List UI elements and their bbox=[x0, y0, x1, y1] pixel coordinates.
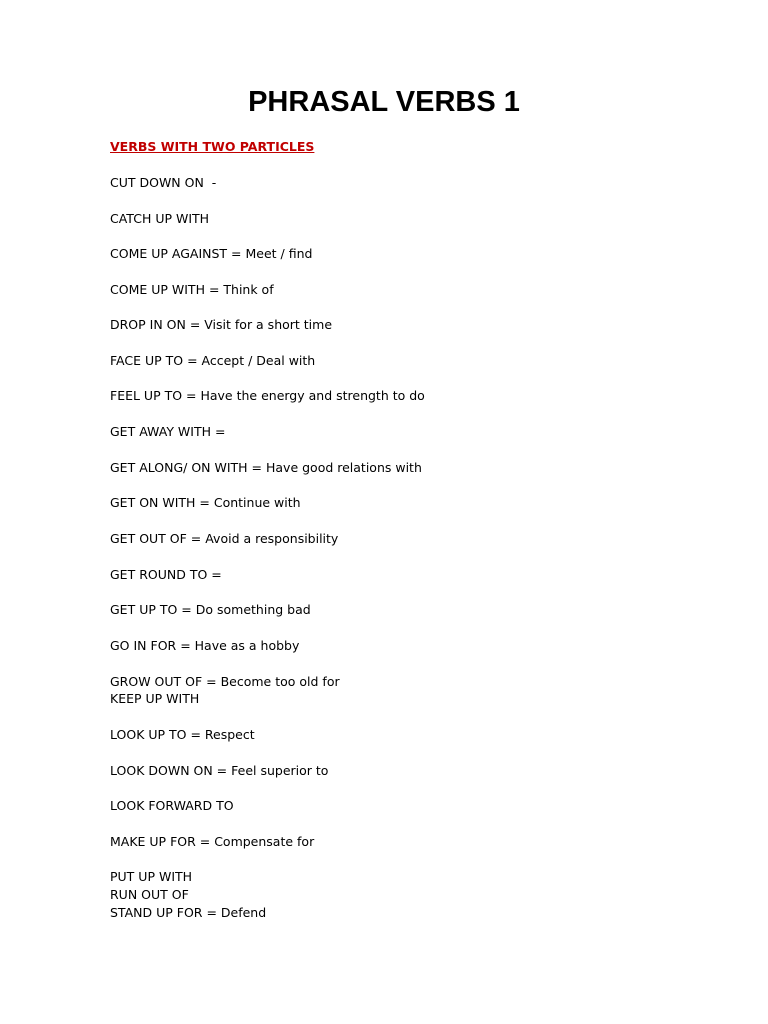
phrasal-verb-entry: CATCH UP WITH bbox=[110, 211, 210, 226]
phrasal-verb-entry: FACE UP TO = Accept / Deal with bbox=[110, 353, 316, 368]
phrasal-verb-entry: COME UP WITH = Think of bbox=[110, 282, 274, 297]
phrasal-verb-entry: CUT DOWN ON - bbox=[110, 175, 217, 190]
phrasal-verb-entry: LOOK FORWARD TO bbox=[110, 798, 234, 813]
phrasal-verb-entry: RUN OUT OF bbox=[110, 887, 189, 902]
phrasal-verb-entry: GROW OUT OF = Become too old for bbox=[110, 674, 340, 689]
phrasal-verb-entry: GET ON WITH = Continue with bbox=[110, 495, 301, 510]
phrasal-verb-entry: GET OUT OF = Avoid a responsibility bbox=[110, 531, 339, 546]
phrasal-verb-entry: PUT UP WITH bbox=[110, 869, 193, 884]
phrasal-verb-entry: GET ALONG/ ON WITH = Have good relations with bbox=[110, 460, 422, 475]
phrasal-verb-entry: FEEL UP TO = Have the energy and strength to do bbox=[110, 388, 425, 403]
section-heading: VERBS WITH TWO PARTICLES bbox=[110, 139, 315, 154]
phrasal-verb-entry: COME UP AGAINST = Meet / find bbox=[110, 246, 313, 261]
phrasal-verb-entry: MAKE UP FOR = Compensate for bbox=[110, 834, 315, 849]
phrasal-verb-entry: GO IN FOR = Have as a hobby bbox=[110, 638, 300, 653]
phrasal-verb-entry: LOOK DOWN ON = Feel superior to bbox=[110, 763, 329, 778]
phrasal-verb-entry: GET ROUND TO = bbox=[110, 567, 222, 582]
phrasal-verb-entry: GET AWAY WITH = bbox=[110, 424, 226, 439]
phrasal-verb-entry: DROP IN ON = Visit for a short time bbox=[110, 317, 333, 332]
phrasal-verb-entry: GET UP TO = Do something bad bbox=[110, 602, 311, 617]
phrasal-verb-entry: LOOK UP TO = Respect bbox=[110, 727, 255, 742]
phrasal-verb-entry: STAND UP FOR = Defend bbox=[110, 905, 267, 920]
page-title: PHRASAL VERBS 1 bbox=[248, 86, 520, 118]
phrasal-verb-entry: KEEP UP WITH bbox=[110, 691, 200, 706]
